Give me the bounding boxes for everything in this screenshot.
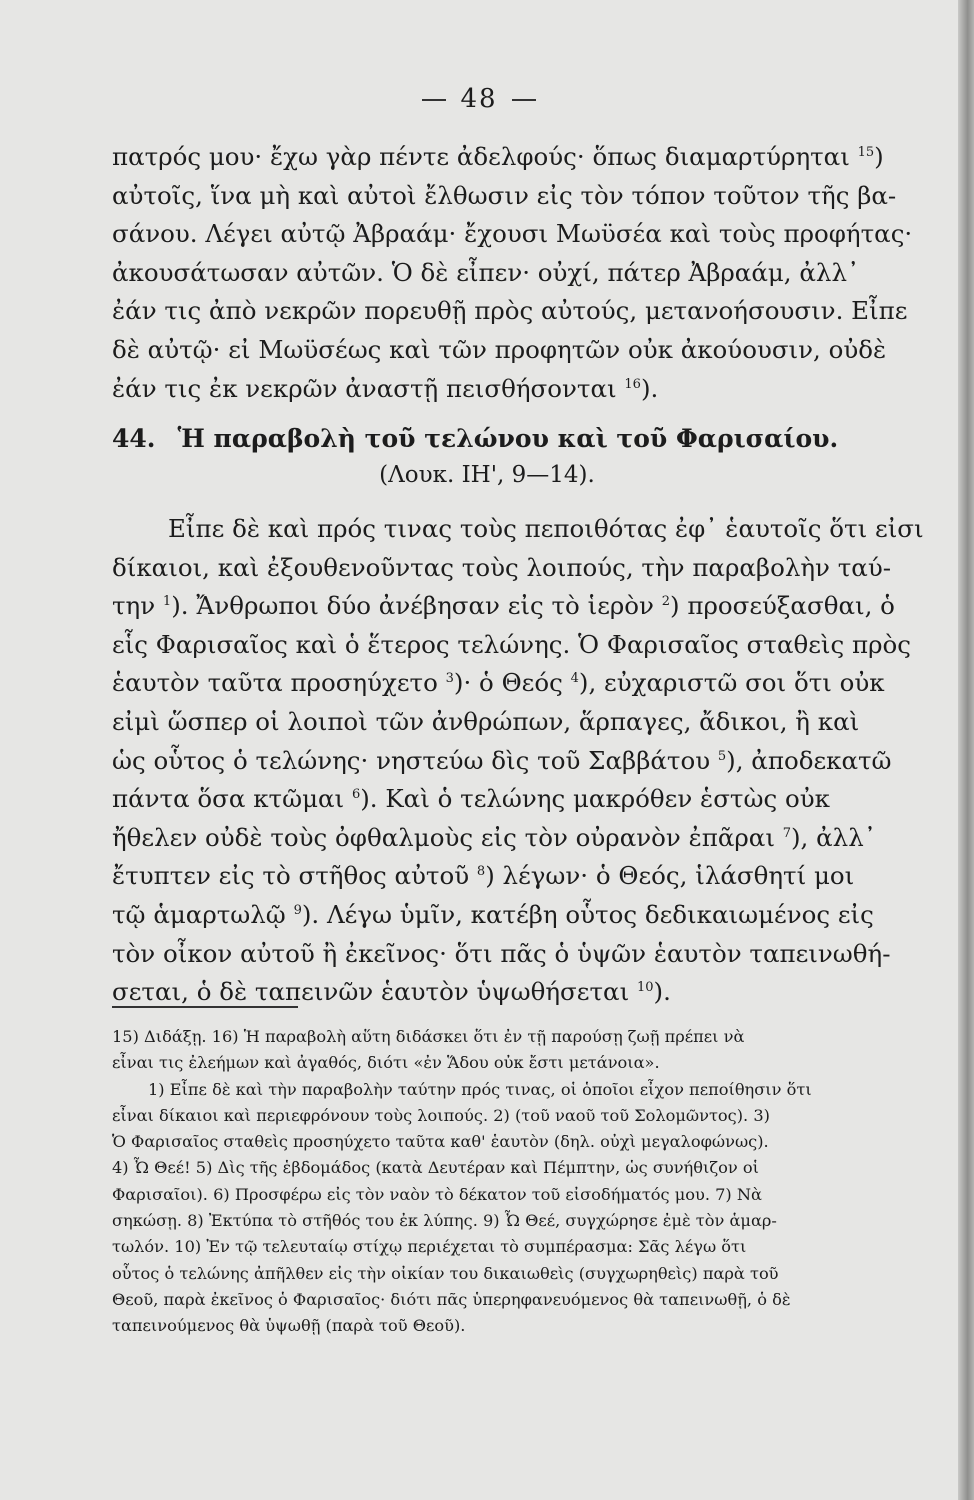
header-dash-right <box>512 99 536 101</box>
line-text: ), ἀλλ᾽ <box>791 822 876 852</box>
line-text: τῷ ἁμαρτωλῷ <box>112 899 294 929</box>
footnotes <box>112 1024 942 1340</box>
footnote-marker: 1 <box>162 594 172 610</box>
footnote-marker: 4 <box>570 671 579 687</box>
line-text: εἷς Φαρισαῖος καὶ ὁ ἕτερος τελώνης. Ὁ Φαρισαῖος σταθεὶς πρὸς <box>112 629 912 659</box>
footnote-marker: 16 <box>624 376 641 392</box>
footnote-line: Θεοῦ, παρὰ ἐκεῖνος ὁ Φαρισαῖος· διότι πᾶς ὑπερηφανευόμενος θὰ ταπεινωθῇ, ὁ δὲ <box>112 1289 791 1309</box>
book-binding-edge <box>958 0 974 1500</box>
footnote-marker: 3 <box>445 671 454 687</box>
parable-line <box>112 626 930 665</box>
section-heading <box>112 424 930 453</box>
line-text: ) <box>874 142 884 171</box>
header-dash-left <box>422 99 446 101</box>
footnote-rule <box>112 1006 298 1008</box>
line-text: ). Λέγω ὑμῖν, κατέβη οὗτος δεδικαιωμένος εἰς <box>301 899 874 929</box>
footnote-marker: 2 <box>661 594 671 610</box>
page-header <box>0 84 958 114</box>
line-text: πατρός μου· ἔχω γὰρ πέντε ἀδελφούς· ὅπως διαμαρτύρηται <box>112 142 858 171</box>
line-text: )· ὁ Θεός <box>453 668 571 698</box>
line-text: δὲ αὐτῷ· εἰ Μωϋσέως καὶ τῶν προφητῶν οὐκ ἀκούουσιν, οὐδὲ <box>112 334 887 364</box>
section-number: 44. <box>112 424 156 453</box>
line-text: εἰμὶ ὥσπερ οἱ λοιποὶ τῶν ἀνθρώπων, ἅρπαγες, ἄδικοι, ἢ καὶ <box>112 706 860 736</box>
parable-line <box>112 549 930 588</box>
line-text: την <box>112 591 163 621</box>
footnote-marker: 9 <box>293 902 302 918</box>
line-text: σάνου. Λέγει αὐτῷ Ἀβραάμ· ἔχουσι Μωϋσέα καὶ τοὺς προφήτας· <box>112 219 913 249</box>
continuation-line <box>112 138 930 177</box>
footnote-line: εἶναι δίκαιοι καὶ περιεφρόνουν τοὺς λοιπούς. 2) (τοῦ ναοῦ τοῦ Σολομῶντος). 3) <box>112 1105 770 1125</box>
line-text: ἀκουσάτωσαν αὐτῶν. Ὁ δὲ εἶπεν· οὐχί, πάτερ Ἀβραάμ, ἀλλ᾽ <box>112 257 860 287</box>
continuation-line <box>112 292 930 331</box>
line-text: ἐάν τις ἀπὸ νεκρῶν πορευθῇ πρὸς αὐτούς, μετανοήσουσιν. Εἶπε <box>112 296 908 326</box>
footnote-line: 1) Εἶπε δὲ καὶ τὴν παραβολὴν ταύτην πρός τινας, οἱ ὁποῖοι εἶχον πεποίθησιν ὅτι <box>148 1079 812 1099</box>
continuation-line <box>112 177 930 216</box>
line-text: ). <box>653 977 671 1007</box>
footnote-marker: 7 <box>782 825 791 841</box>
footnote-line: 4) Ὦ Θεέ! 5) Δὶς τῆς ἑβδομάδος (κατὰ Δευτέραν καὶ Πέμπτην, ὡς συνήθιζον οἱ <box>112 1158 759 1178</box>
parable-line <box>112 742 930 781</box>
line-text: ) προσεύξασθαι, ὁ <box>670 591 895 621</box>
line-text: ἑαυτὸν ταῦτα προσηύχετο <box>112 668 446 698</box>
footnote-line: οὗτος ὁ τελώνης ἀπῆλθεν εἰς τὴν οἰκίαν του δικαιωθεὶς (συγχωρηθεὶς) παρὰ τοῦ <box>112 1263 779 1283</box>
line-text: ἔτυπτεν εἰς τὸ στῆθος αὐτοῦ <box>112 861 477 891</box>
footnote-marker: 10 <box>636 980 654 996</box>
line-text: σεται, ὁ δὲ ταπεινῶν ἑαυτὸν ὑψωθήσεται <box>112 977 637 1007</box>
footnote-line: ταπεινούμενος θὰ ὑψωθῇ (παρὰ τοῦ Θεοῦ). <box>112 1316 466 1336</box>
line-text: ), ἀποδεκατῶ <box>726 745 892 775</box>
line-text: ἤθελεν οὐδὲ τοὺς ὀφθαλμοὺς εἰς τὸν οὐρανὸν ἐπᾶραι <box>112 822 783 852</box>
footnote-line: εἶναι τις ἐλεήμων καὶ ἀγαθός, διότι «ἐν Ἅδου οὐκ ἔστι μετάνοια». <box>112 1053 660 1073</box>
line-text: Εἶπε δὲ καὶ πρός τινας τοὺς πεποιθότας ἐφ᾽ ἑαυτοῖς ὅτι εἰσι <box>168 514 924 543</box>
continuation-line <box>112 370 930 409</box>
parable-line <box>112 857 930 896</box>
footnote-marker: 5 <box>717 748 727 764</box>
parable-line <box>112 896 930 935</box>
footnote-marker: 6 <box>351 787 361 803</box>
line-text: ). <box>640 373 659 403</box>
line-text: ὡς οὗτος ὁ τελώνης· νηστεύω δὶς τοῦ Σαββάτου <box>112 745 718 775</box>
line-text: ), εὐχαριστῶ σοι ὅτι οὐκ <box>578 668 885 698</box>
scripture-reference: (Λουκ. ΙΗ', 9—14). <box>379 462 595 488</box>
line-text: δίκαιοι, καὶ ἐξουθενοῦντας τοὺς λοιπούς, τὴν παραβολὴν ταύ- <box>112 552 891 582</box>
line-text: τὸν οἶκον αὐτοῦ ἢ ἐκεῖνος· ὅτι πᾶς ὁ ὑψῶν ἑαυτὸν ταπεινωθή- <box>112 938 891 968</box>
line-text: ). Ἄνθρωποι δύο ἀνέβησαν εἰς τὸ ἱερὸν <box>171 591 662 621</box>
parable-line <box>112 510 930 549</box>
footnote-line: 15) Διδάξῃ. 16) Ἡ παραβολὴ αὕτη διδάσκει ὅτι ἐν τῇ παρούσῃ ζωῇ πρέπει νὰ <box>112 1027 745 1046</box>
page-number: 48 <box>460 84 498 114</box>
line-text: ἐάν τις ἐκ νεκρῶν ἀναστῇ πεισθήσονται <box>112 373 625 403</box>
parable-line <box>112 703 930 742</box>
continuation-line <box>112 215 930 254</box>
parable-paragraph <box>112 510 930 1012</box>
line-text: ). Καὶ ὁ τελώνης μακρόθεν ἑστὼς οὐκ <box>360 784 830 814</box>
line-text: ) λέγων· ὁ Θεός, ἱλάσθητί μοι <box>485 861 855 891</box>
section-title: Ἡ παραβολὴ τοῦ τελώνου καὶ τοῦ Φαρισαίου. <box>177 424 839 453</box>
footnote-line: Φαρισαῖοι). 6) Προσφέρω εἰς τὸν ναὸν τὸ δέκατον τοῦ εἰσοδήματός μου. 7) Νὰ <box>112 1184 762 1204</box>
footnote-line: Ὁ Φαρισαῖος σταθεὶς προσηύχετο ταῦτα καθ' ἑαυτὸν (δηλ. οὐχὶ μεγαλοφώνως). <box>112 1132 769 1152</box>
footnote-marker: 15 <box>857 145 875 160</box>
parable-line <box>112 935 930 974</box>
parable-line <box>112 664 930 703</box>
footnote-marker: 8 <box>476 864 486 880</box>
parable-line <box>112 587 930 626</box>
footnote-line: τωλόν. 10) Ἐν τῷ τελευταίῳ στίχῳ περιέχεται τὸ συμπέρασμα: Σᾶς λέγω ὅτι <box>112 1237 747 1257</box>
line-text: πάντα ὅσα κτῶμαι <box>112 784 352 814</box>
parable-line <box>112 819 930 858</box>
parable-line <box>112 780 930 819</box>
continuation-paragraph <box>112 138 930 408</box>
footnote-line: σηκώσῃ. 8) Ἐκτύπα τὸ στῆθός του ἐκ λύπης. 9) Ὦ Θεέ, συγχώρησε ἐμὲ τὸν ἁμαρ- <box>112 1211 777 1231</box>
continuation-line <box>112 254 930 293</box>
line-text: αὐτοῖς, ἵνα μὴ καὶ αὐτοὶ ἔλθωσιν εἰς τὸν τόπον τοῦτον τῆς βα- <box>112 180 897 210</box>
continuation-line <box>112 331 930 370</box>
